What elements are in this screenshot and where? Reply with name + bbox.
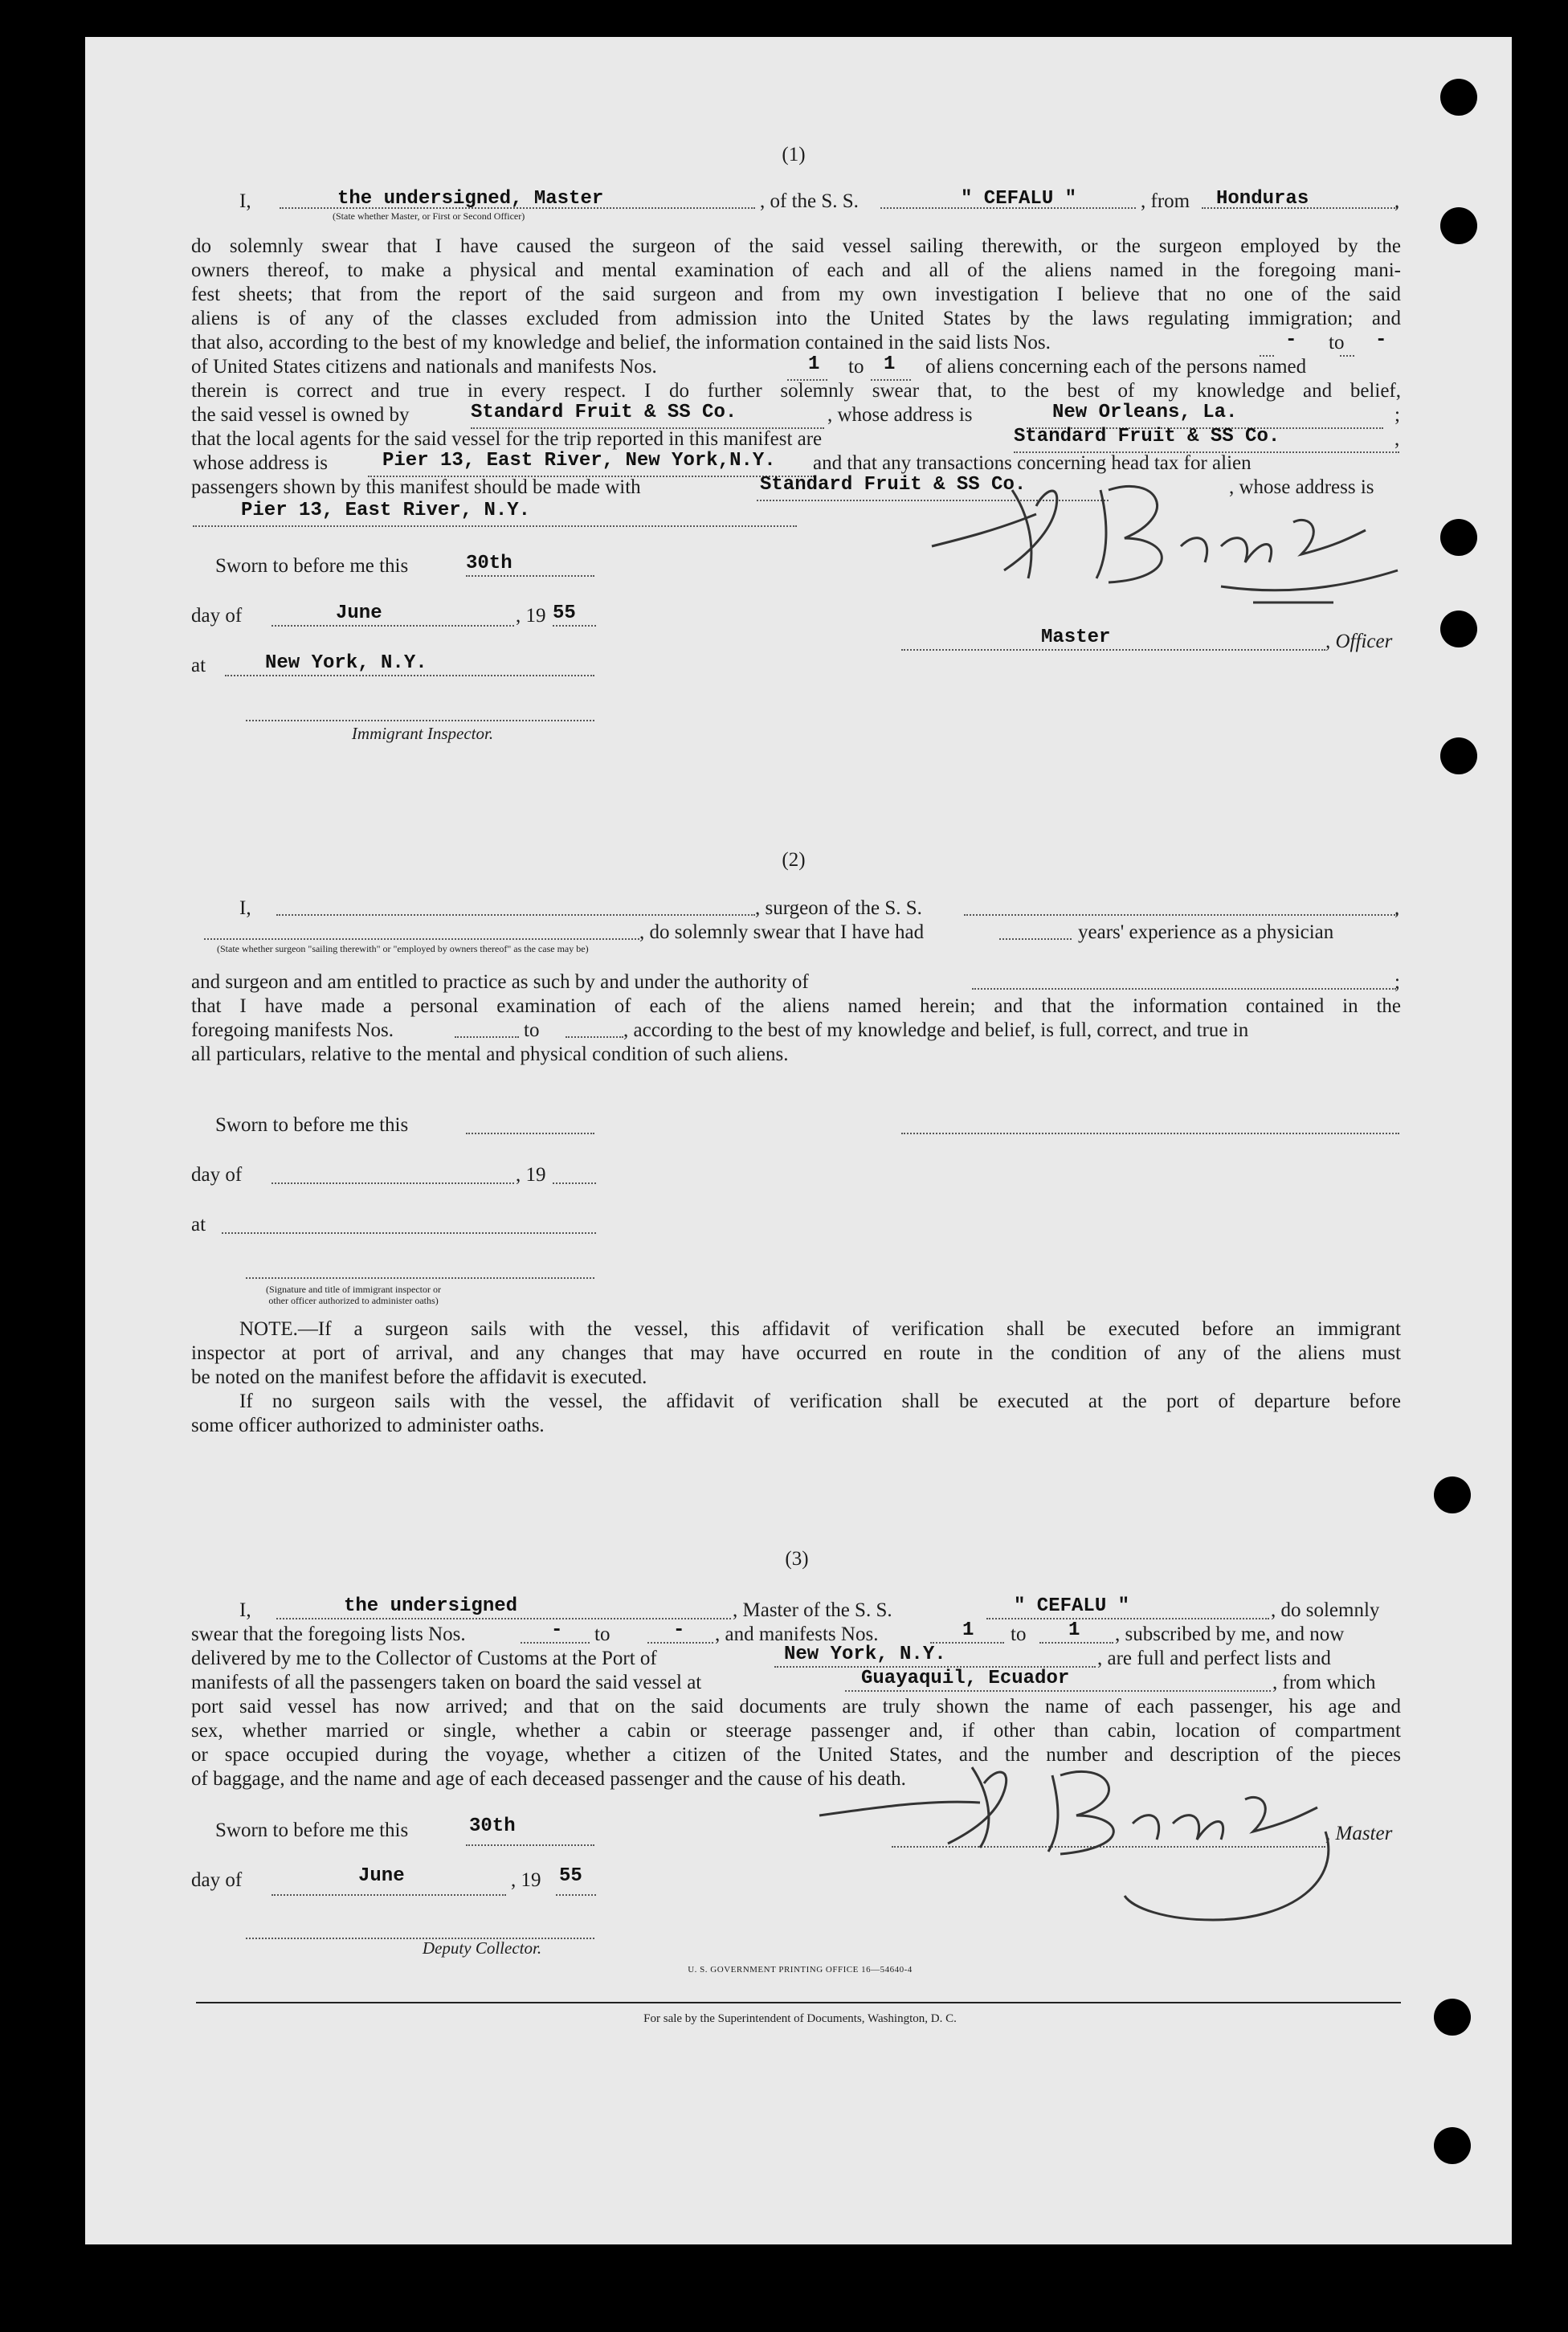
oath-text: , according to the best of my knowledge and belief, is full, correct, and true in — [623, 1019, 1249, 1041]
label: at — [191, 655, 206, 676]
note-line: be noted on the manifest before the affidavit is executed. — [191, 1366, 647, 1388]
oath-text: , subscribed by me, and now — [1115, 1623, 1345, 1645]
oath-line: fest sheets; that from the report of the said surgeon and from my own investigation I believe that no one of the said — [191, 284, 1401, 305]
rule — [1039, 1642, 1113, 1644]
rule — [556, 1894, 596, 1896]
oath-text: that also, according to the best of my knowledge and belief, the information contained in the said lists Nos. — [191, 332, 1051, 353]
label: , surgeon of the S. S. — [755, 897, 922, 919]
oath-text: , are full and perfect lists and — [1097, 1648, 1331, 1669]
owner-address-field: New Orleans, La. — [1052, 402, 1238, 423]
oath-text: of aliens concerning each of the persons named — [925, 356, 1307, 378]
declarant-field: the undersigned, Master — [337, 188, 604, 210]
sworn-day-field: 30th — [466, 553, 512, 574]
signature-caption: Deputy Collector. — [422, 1938, 542, 1958]
lists-to-field: - — [1375, 329, 1387, 351]
oath-line: sex, whether married or single, whether a cabin or steerage passenger and, if other than cabin, location of compartment — [191, 1720, 1401, 1742]
agent-field: Standard Fruit & SS Co. — [1014, 426, 1280, 447]
sworn-day-field: 30th — [469, 1815, 516, 1837]
rule — [553, 1182, 596, 1184]
label: ; — [1394, 971, 1400, 993]
agent-address-field: Pier 13, East River, New York,N.Y. — [382, 450, 776, 472]
oath-line: aliens is of any of the classes excluded from admission into the United States by the laws regulating immigration; and — [191, 308, 1401, 329]
signature-caption: , Officer — [1325, 631, 1393, 652]
rule — [455, 1036, 519, 1038]
punch-hole — [1434, 1476, 1471, 1513]
rule — [901, 649, 1325, 651]
label: I, — [239, 1599, 251, 1621]
sworn-month-field: June — [336, 602, 382, 624]
owner-field: Standard Fruit & SS Co. — [471, 402, 737, 423]
label: day of — [191, 1869, 243, 1891]
label: , Master of the S. S. — [733, 1599, 892, 1621]
label: , 19 — [516, 605, 546, 627]
oath-text: that the local agents for the said vessel for the trip reported in this manifest are — [191, 428, 823, 450]
label: I, — [239, 190, 251, 212]
oath-text: whose address is — [193, 452, 329, 474]
rule — [193, 525, 797, 527]
tax-agent-field: Standard Fruit & SS Co. — [760, 474, 1027, 496]
label: at — [191, 1214, 206, 1235]
oath-text: all particulars, relative to the mental and physical condition of such aliens. — [191, 1043, 789, 1065]
label: to — [1011, 1623, 1027, 1645]
label: , of the S. S. — [760, 190, 859, 212]
master-signature — [811, 1751, 1341, 1936]
oath-text: , do solemnly swear that I have had — [639, 921, 925, 943]
label: , whose address is — [1229, 476, 1374, 498]
label: , do solemnly — [1271, 1599, 1380, 1621]
signature-caption: other officer authorized to administer oaths) — [268, 1295, 439, 1306]
oath-line: therein is correct and true in every respect. I do further solemnly swear that, to the best of my knowledge and belief, — [191, 380, 1401, 402]
footer-rule — [196, 2002, 1401, 2003]
declarant-field: the undersigned — [344, 1595, 518, 1617]
port-field: New York, N.Y. — [784, 1644, 946, 1665]
label: day of — [191, 605, 243, 627]
rule — [845, 1690, 1271, 1692]
rule — [521, 1642, 590, 1644]
rule — [272, 1182, 514, 1184]
label: , — [1394, 190, 1400, 212]
punch-hole — [1440, 737, 1477, 774]
rule — [553, 625, 596, 627]
rule — [466, 1133, 594, 1134]
rule — [272, 625, 514, 627]
rule — [1340, 355, 1354, 357]
manifest-to-field: 1 — [884, 353, 896, 375]
oath-text: years' experience as a physician — [1078, 921, 1334, 943]
sworn-year-field: 55 — [559, 1865, 582, 1887]
manifest-from-field: 1 — [808, 353, 820, 375]
note-line: some officer authorized to administer oaths. — [191, 1415, 545, 1436]
master-signature — [916, 458, 1446, 619]
rule — [999, 938, 1072, 940]
rule — [566, 1036, 623, 1038]
label: ; — [1394, 404, 1400, 426]
label: I, — [239, 897, 251, 919]
oath-text: and surgeon and am entitled to practice as such by and under the authority of — [191, 971, 809, 993]
signature-caption: , Master — [1325, 1823, 1393, 1844]
rule — [972, 988, 1396, 990]
label: , — [1394, 428, 1400, 450]
oath-text: foregoing manifests Nos. — [191, 1019, 394, 1041]
rule — [466, 1844, 594, 1846]
rule — [272, 1894, 506, 1896]
punch-hole — [1434, 1999, 1471, 2036]
rule — [225, 675, 594, 676]
lists-to-field: - — [673, 1619, 685, 1641]
tax-address-field: Pier 13, East River, N.Y. — [241, 500, 531, 521]
label: day of — [191, 1164, 243, 1186]
punch-hole — [1434, 2127, 1471, 2164]
manifest-from-field: 1 — [962, 1619, 974, 1641]
sworn-year-field: 55 — [553, 602, 576, 624]
oath-text: , from which — [1272, 1672, 1376, 1693]
rule — [647, 1642, 713, 1644]
rule — [986, 1618, 1269, 1619]
oath-line: owners thereof, to make a physical and mental examination of each and all of the aliens named in the foregoing mani- — [191, 259, 1401, 281]
vessel-field: " CEFALU " — [1014, 1595, 1130, 1617]
label: , whose address is — [827, 404, 973, 426]
rule — [246, 1277, 594, 1279]
rule — [964, 914, 1398, 916]
lists-from-field: - — [1285, 329, 1297, 351]
label: to — [524, 1019, 540, 1041]
rule — [901, 1133, 1399, 1134]
punch-hole — [1440, 207, 1477, 244]
oath-line: or space occupied during the voyage, whether a citizen of the United States, and the number and description of the pieces — [191, 1744, 1401, 1766]
oath-line: port said vessel has now arrived; and that on the said documents are truly shown the name of each passenger, his age and — [191, 1696, 1401, 1717]
oath-text: of United States citizens and nationals and manifests Nos. — [191, 356, 657, 378]
officer-title-field: Master — [1041, 627, 1111, 648]
label: , from — [1141, 190, 1190, 212]
signature-caption: (Signature and title of immigrant inspector or — [266, 1284, 441, 1295]
rule — [204, 938, 639, 940]
note-line: NOTE.—If a surgeon sails with the vessel, this affidavit of verification shall be executed before an immigrant — [239, 1318, 1401, 1340]
label: , — [1394, 897, 1400, 919]
vessel-field: " CEFALU " — [961, 188, 1077, 210]
field-hint: (State whether Master, or First or Second Officer) — [333, 210, 525, 222]
section-number: (2) — [782, 849, 806, 871]
label: Sworn to before me this — [215, 555, 409, 577]
label: Sworn to before me this — [215, 1114, 409, 1136]
manifest-to-field: 1 — [1068, 1619, 1080, 1641]
section-number: (3) — [785, 1548, 809, 1570]
lists-from-field: - — [551, 1619, 563, 1641]
note-line: inspector at port of arrival, and any changes that may have occurred en route in the condition of any of the aliens must — [191, 1342, 1401, 1364]
oath-text: the said vessel is owned by — [191, 404, 410, 426]
rule — [246, 1938, 594, 1939]
field-hint: (State whether surgeon "sailing therewith" or "employed by owners thereof" as the case may be) — [217, 943, 589, 954]
oath-line: do solemnly swear that I have caused the surgeon of the said vessel sailing therewith, or the surgeon employed by the — [191, 235, 1401, 257]
label: to — [848, 356, 864, 378]
rule — [276, 914, 755, 916]
section-number: (1) — [782, 144, 806, 165]
note-line: If no surgeon sails with the vessel, the affidavit of verification shall be executed at the port of departure before — [239, 1391, 1401, 1412]
sworn-place-field: New York, N.Y. — [265, 652, 427, 674]
oath-text: and that any transactions concerning head tax for alien — [813, 452, 1252, 474]
printer-imprint: U. S. GOVERNMENT PRINTING OFFICE 16—54640-4 — [688, 1965, 913, 1975]
rule — [222, 1232, 596, 1234]
label: Sworn to before me this — [215, 1819, 409, 1841]
label: to — [594, 1623, 610, 1645]
rule — [276, 1618, 731, 1619]
embark-port-field: Guayaquil, Ecuador — [861, 1668, 1070, 1689]
oath-text: manifests of all the passengers taken on board the said vessel at — [191, 1672, 702, 1693]
punch-hole — [1440, 79, 1477, 116]
label: to — [1329, 332, 1345, 353]
rule — [466, 575, 594, 577]
oath-text: delivered by me to the Collector of Customs at the Port of — [191, 1648, 657, 1669]
oath-text: passengers shown by this manifest should be made with — [191, 476, 641, 498]
sworn-month-field: June — [358, 1865, 405, 1887]
oath-text: , and manifests Nos. — [715, 1623, 879, 1645]
signature-caption: Immigrant Inspector. — [351, 724, 494, 743]
oath-text: of baggage, and the name and age of each deceased passenger and the cause of his death. — [191, 1768, 906, 1790]
oath-text: swear that the foregoing lists Nos. — [191, 1623, 466, 1645]
sale-notice: For sale by the Superintendent of Documents, Washington, D. C. — [643, 2012, 957, 2025]
origin-field: Honduras — [1216, 188, 1309, 210]
oath-line: that I have made a personal examination of each of the aliens named herein; and that the information contained in the — [191, 995, 1401, 1017]
label: , 19 — [511, 1869, 541, 1891]
label: , 19 — [516, 1164, 546, 1186]
